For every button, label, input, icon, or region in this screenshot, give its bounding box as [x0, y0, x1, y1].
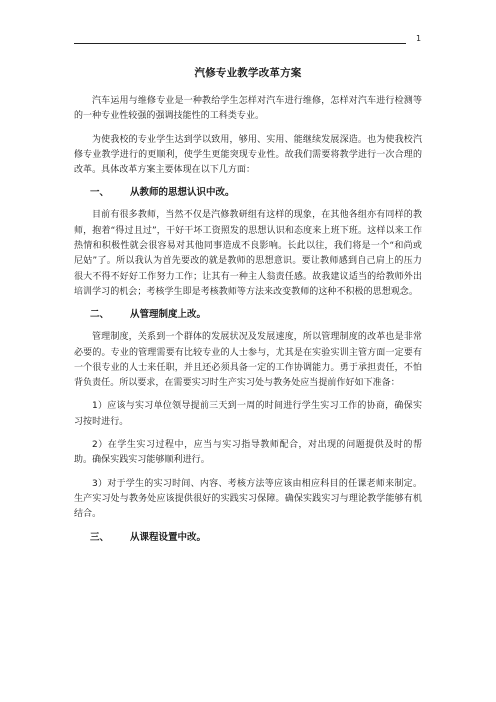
header-rule: [74, 43, 406, 44]
section-title: 从管理制度上改。: [130, 309, 207, 321]
section-number: 一、: [90, 187, 110, 199]
section-number: 二、: [90, 309, 110, 321]
body-paragraph: 目前有很多教师，当然不仅是汽修教研组有这样的现象，在其他各组亦有同样的教师，抱着“得过且过”，干好干坏工资照发的思想认识和态度来上班下班。这样以来工作热情和积极性就会很容易对其他同事造成不良影响。长此以往，我们将是一个“和尚或尼姑”了。所以我认为首先要改的就是教师的思想意识。要让教师感到自己肩上的压力很大不得不好好工作努力工作；让其有一种主人翁责任感。故我建议适当的给教师外出培训学习的机会；考核学生即是考核教师等方法来改变教师的这种不积极的思想观念。: [74, 210, 422, 297]
intro-paragraph: 汽车运用与维修专业是一种教给学生怎样对汽车进行维修，怎样对汽车进行检测等的一种专业性较强的强调技能性的工科类专业。: [74, 96, 422, 122]
intro-paragraph: 为使我校的专业学生达到学以致用，够用、实用、能继续发展深造。也为使我校汽修专业教学进行的更顺利，使学生更能突现专业性。故我们需要将教学进行一次合理的改革。具体改革方案主要体现在以下几方面：: [74, 134, 422, 176]
body-paragraph: 管理制度，关系到一个群体的发展状况及发展速度，所以管理制度的改革也是非常必要的。专业的管理需要有比较专业的人士参与，尤其是在实验实训主管方面一定要有一个很专业的人士来任职，并且还必须具备一定的工作协调能力。勇于承担责任，不怕背负责任。所以要求，在需要实习时生产实习处与教务处应当提前作好如下准备：: [74, 332, 422, 389]
list-paragraph: 1）应该与实习单位领导提前三天到一周的时间进行学生实习工作的协商，确保实习按时进行。: [74, 401, 422, 427]
list-paragraph: 3）对于学生的实习时间、内容、考核方法等应该由相应科目的任课老师来制定。生产实习处与教务处应该提供很好的实践实习保障。确保实践实习与理论教学能够有机结合。: [74, 478, 422, 520]
section-title: 从课程设置中改。: [130, 531, 207, 543]
document-title: 汽修专业教学改革方案: [194, 67, 302, 79]
section-heading-2: [74, 308, 422, 322]
section-heading-1: [74, 186, 422, 200]
page-number: 1: [416, 34, 422, 43]
section-title: 从教师的思想认识中改。: [130, 187, 235, 199]
section-heading-3: [74, 531, 422, 545]
list-paragraph: 2）在学生实习过程中，应当与实习指导教师配合，对出现的问题提供及时的帮助。确保实践实习能够顺利进行。: [74, 440, 422, 466]
section-number: 三、: [90, 531, 110, 543]
document-body: [74, 66, 422, 553]
